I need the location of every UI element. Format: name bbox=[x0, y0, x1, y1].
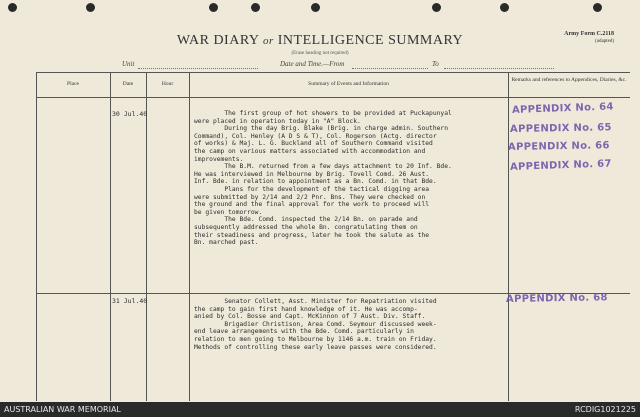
title-intelligence-summary: INTELLIGENCE SUMMARY bbox=[277, 33, 464, 48]
footer bbox=[0, 404, 640, 417]
table-column-rule bbox=[189, 72, 190, 401]
title-or: or bbox=[262, 35, 274, 47]
date-time-label: Date and Time.—From bbox=[280, 60, 345, 68]
appendix-stamp: APPENDIX No. 65 bbox=[509, 122, 612, 135]
title-subtitle: (Erase heading not required) bbox=[291, 51, 349, 56]
punch-hole bbox=[432, 3, 441, 12]
punch-hole bbox=[86, 3, 95, 12]
entry-text: The first group of hot showers to be provided at Puckapunyal were placed in operation today in "A" Block. During the day Brig. Blake (Brig. in charge admin. Southern Command), Col. Henley (A D S & T), Col. Rogerson (Actg. director of works) & Maj. L. G. Buckland all of Southern Command visited the camp on various matters associated with accommodation and improvements. The B.M. returned from a few days attachment to 20 Inf. Bde. He was interviewed in Melbourne by Brig. Tovell Comd. 26 Aust. Inf. Bde. in relation to appointment as a Bn. Comd. in that Bde. Plans for the development of the tactical digging area were submitted by 2/14 and 2/2 Pnr. Bns. They were checked on the ground and the final approval for the work to proceed will be given tomorrow. The Bde. Comd. inspected the 2/14 Bn. on parade and subsequently addressed the whole Bn. congratulating them on their steadiness and progress, later he took the salute as the Bn. marched past. bbox=[194, 110, 452, 247]
appendix-stamp: APPENDIX No. 68 bbox=[505, 292, 608, 305]
table-column-rule bbox=[508, 72, 509, 401]
column-header-place: Place bbox=[67, 81, 79, 87]
column-header-hour: Hour bbox=[161, 81, 174, 87]
entry-text: Senator Collett, Asst. Minister for Repatriation visited the camp to gain first hand knowledge of it. He was accomp- anied by Col. Bosse and Capt. McKinnon of 7 Aust. Div. Staff. Brigadier Christison, Area Comd. Seymour discussed week- end leave arrangements with the Bde. Comd. particularly in relation to men going to Melbourne by 1146 a.m. train on Friday. Methods of controlling these early leave passes were considered. bbox=[194, 298, 437, 351]
entry-date: 31 Jul.40 bbox=[112, 297, 148, 305]
column-header-date: Date bbox=[122, 81, 134, 87]
punch-hole bbox=[209, 3, 218, 12]
appendix-stamp: APPENDIX No. 66 bbox=[507, 140, 610, 153]
punch-hole bbox=[500, 3, 509, 12]
title-war-diary: WAR DIARY bbox=[176, 33, 259, 48]
unit-dotline bbox=[138, 68, 258, 69]
army-form-number: Army Form C.2118 bbox=[564, 31, 614, 37]
appendix-stamp: APPENDIX No. 67 bbox=[509, 158, 612, 173]
appendix-stamp: APPENDIX No. 64 bbox=[511, 101, 614, 116]
column-header-summary: Summary of Events and Information bbox=[308, 81, 389, 87]
punch-hole bbox=[8, 3, 17, 12]
table-top-rule bbox=[36, 72, 630, 73]
to-label: To bbox=[432, 60, 439, 68]
column-header-remarks: Remarks and references to Appendices, Diaries, &c. bbox=[511, 77, 627, 83]
table-header-rule bbox=[36, 97, 630, 98]
punch-hole bbox=[251, 3, 260, 12]
from-dotline bbox=[352, 68, 428, 69]
unit-label: Unit bbox=[122, 60, 135, 68]
army-form-note: (adapted) bbox=[595, 39, 614, 44]
punch-hole bbox=[311, 3, 320, 12]
table-border bbox=[36, 72, 37, 401]
to-dotline bbox=[444, 68, 554, 69]
entry-date: 30 Jul.40 bbox=[112, 110, 148, 118]
table-column-rule bbox=[146, 72, 147, 401]
punch-holes bbox=[0, 3, 640, 13]
punch-hole bbox=[593, 3, 602, 12]
table-column-rule bbox=[110, 72, 111, 401]
footer-source: AUSTRALIAN WAR MEMORIAL bbox=[4, 405, 121, 414]
page-title bbox=[0, 33, 640, 49]
army-form-label bbox=[548, 30, 614, 46]
footer-id: RCDIG1021225 bbox=[574, 405, 636, 414]
